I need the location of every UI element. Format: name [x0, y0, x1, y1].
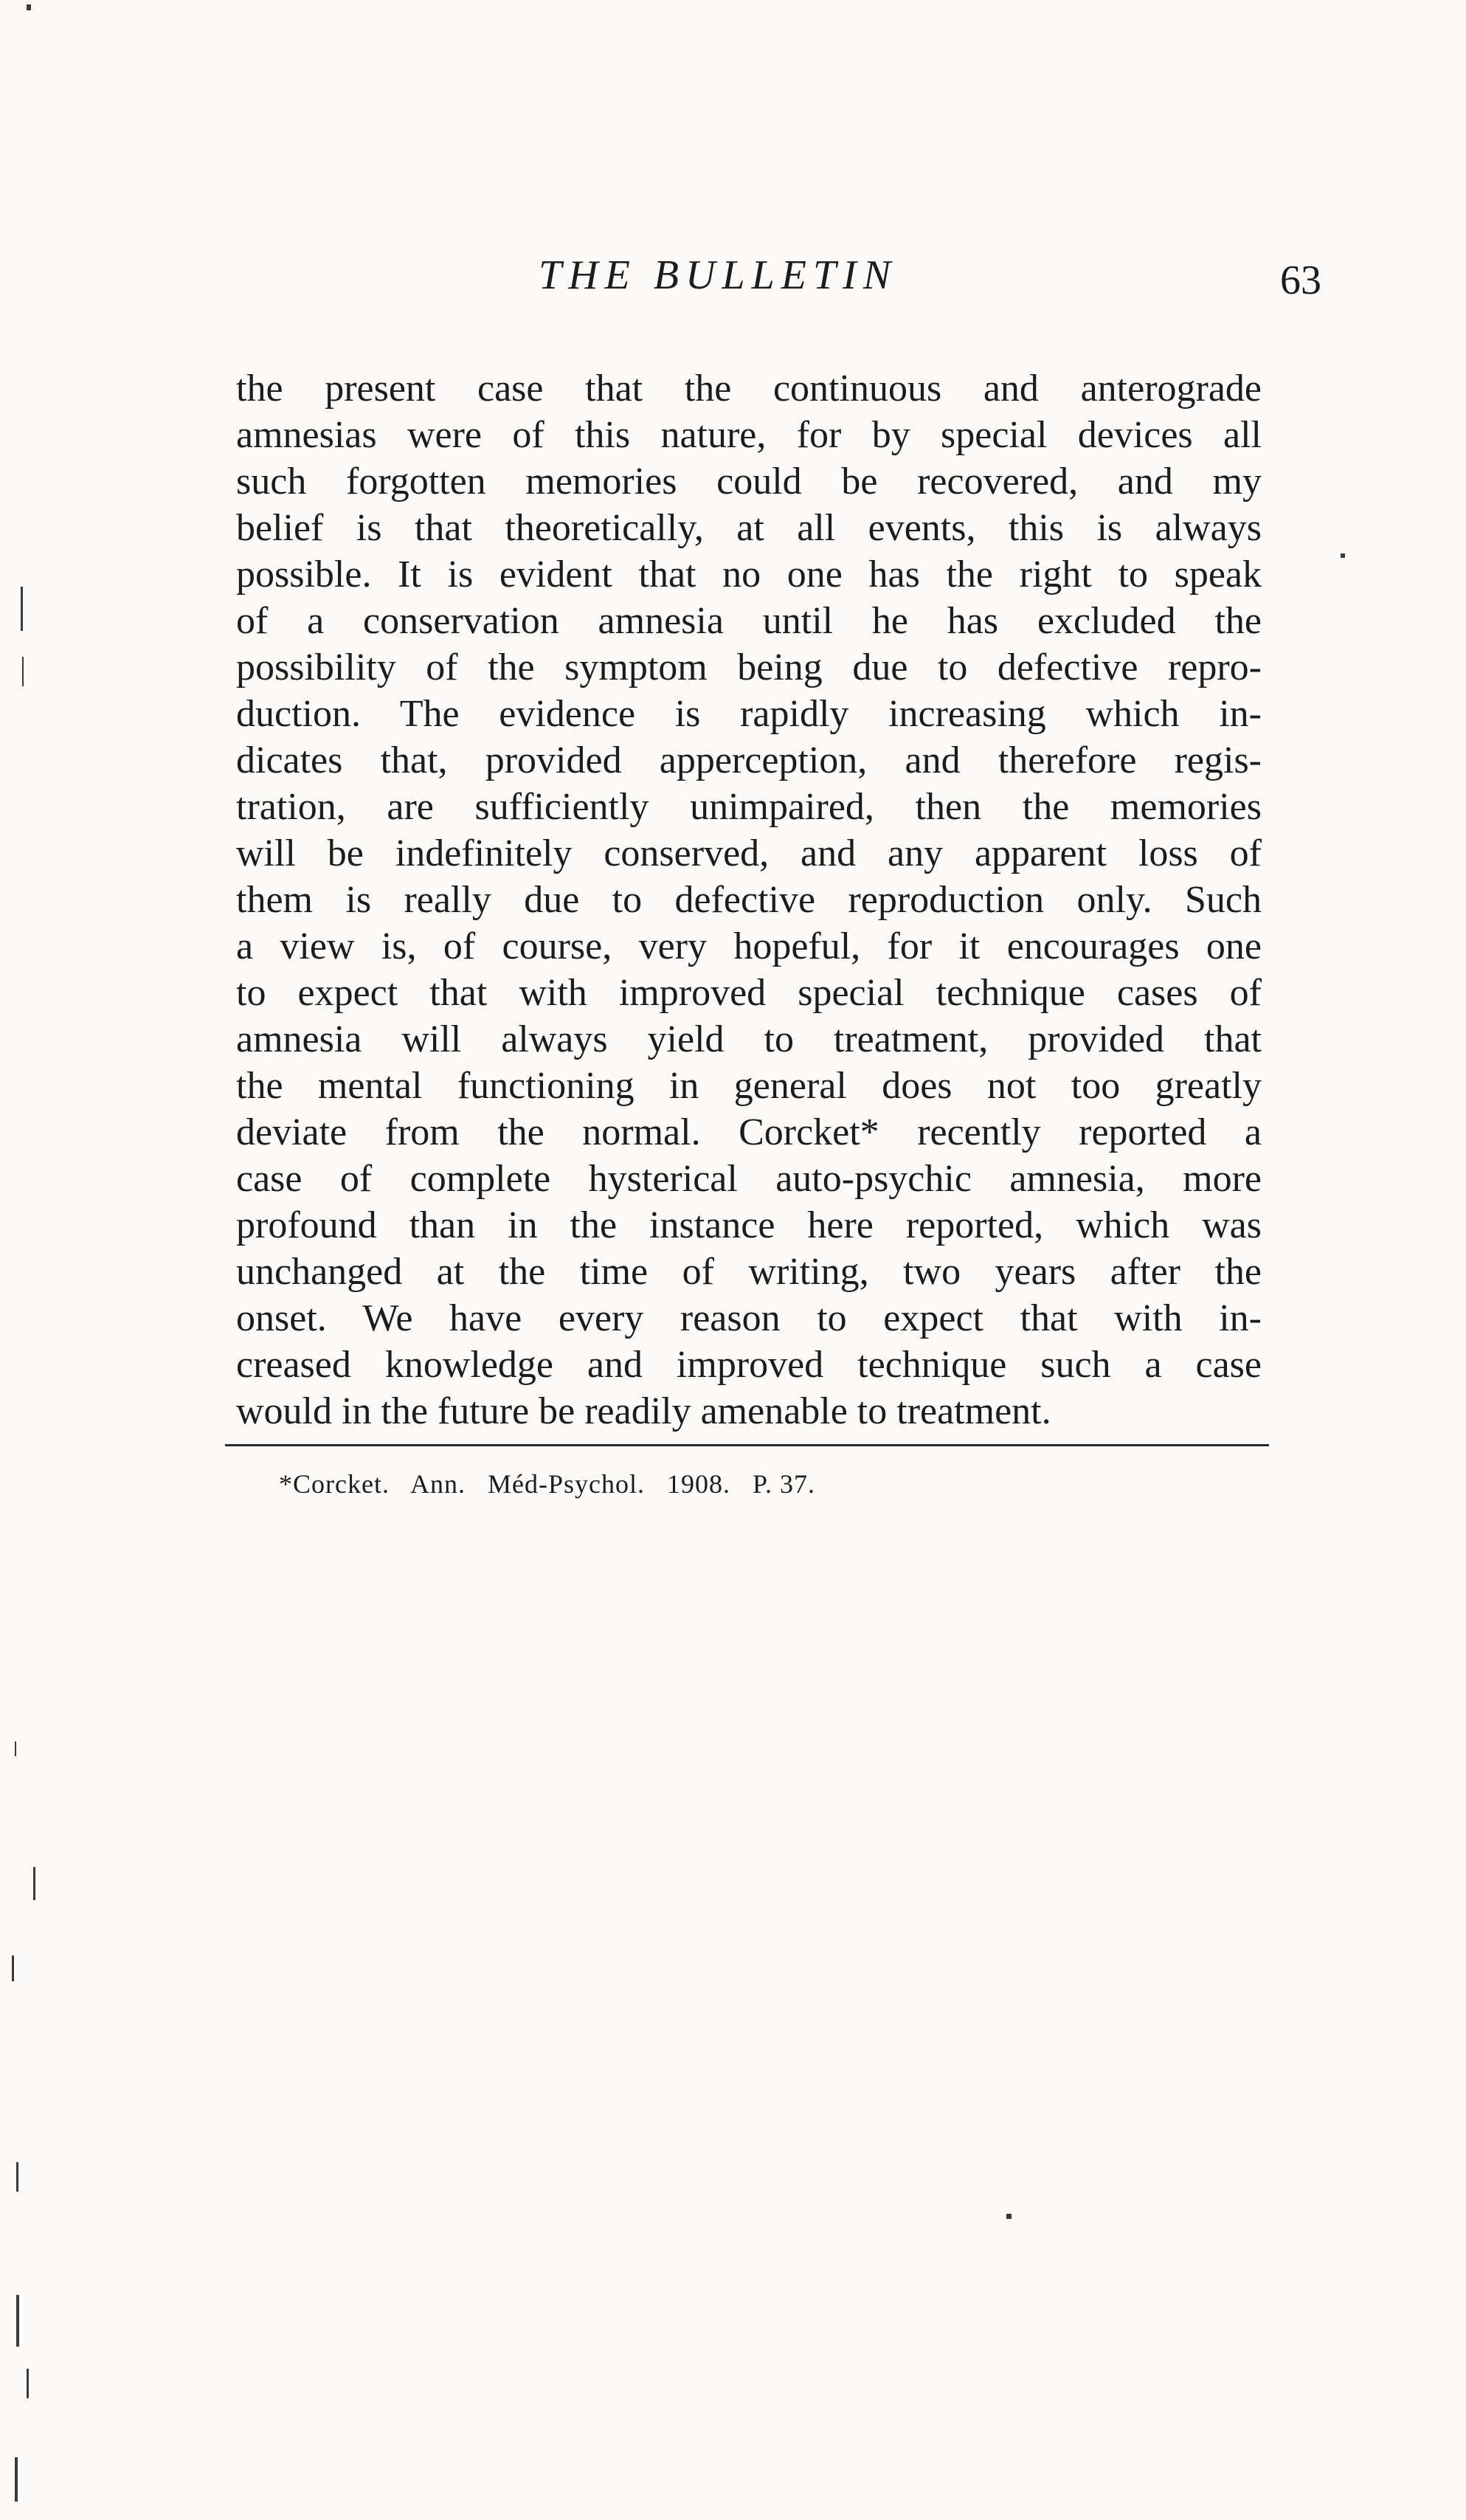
text-line: amnesias were of this nature, for by special devices all [236, 414, 1262, 456]
scan-speck [12, 1955, 14, 1981]
text-line: such forgotten memories could be recovered, and my [236, 460, 1262, 503]
scan-speck [27, 4, 31, 10]
text-line: would in the future be readily amenable to treatment. [236, 1390, 1051, 1432]
scan-speck [15, 1741, 16, 1756]
text-line: creased knowledge and improved technique such a case [236, 1344, 1262, 1386]
scan-speck [1341, 553, 1345, 558]
scan-speck [27, 2369, 29, 2398]
text-line: case of complete hysterical auto-psychic amnesia, more [236, 1158, 1262, 1200]
scan-speck [1006, 2214, 1012, 2219]
text-line: the present case that the continuous and anterograde [236, 367, 1262, 410]
text-line: of a conservation amnesia until he has excluded the [236, 600, 1262, 642]
text-line: tration, are sufficiently unimpaired, then the memories [236, 786, 1262, 828]
footnote-divider [225, 1444, 1269, 1446]
scan-speck [16, 2295, 19, 2347]
page-number: 63 [1280, 258, 1321, 303]
scan-speck [33, 1867, 35, 1900]
text-line: the mental functioning in general does not too greatly [236, 1065, 1262, 1107]
text-line: onset. We have every reason to expect that with in- [236, 1297, 1262, 1339]
text-line: amnesia will always yield to treatment, provided that [236, 1018, 1262, 1060]
text-line: possible. It is evident that no one has the right to speak [236, 553, 1262, 596]
scan-speck [22, 657, 24, 686]
scan-speck [16, 2162, 18, 2192]
body-paragraph [236, 365, 1262, 1435]
text-line: profound than in the instance here reported, which was [236, 1204, 1262, 1246]
text-line: deviate from the normal. Corcket* recently reported a [236, 1111, 1262, 1153]
running-head: THE BULLETIN [539, 252, 898, 298]
text-line: belief is that theoretically, at all events, this is always [236, 507, 1262, 549]
text-line: will be indefinitely conserved, and any apparent loss of [236, 832, 1262, 874]
scan-speck [21, 587, 23, 631]
text-line: duction. The evidence is rapidly increasing which in- [236, 693, 1262, 735]
text-line: them is really due to defective reproduction only. Such [236, 879, 1262, 921]
text-line: unchanged at the time of writing, two years after the [236, 1251, 1262, 1293]
text-line: a view is, of course, very hopeful, for it encourages one [236, 925, 1262, 967]
footnote: *Corcket. Ann. Méd-Psychol. 1908. P. 37. [279, 1469, 815, 1499]
text-line: possibility of the symptom being due to defective repro- [236, 646, 1262, 688]
scan-speck [15, 2457, 18, 2502]
text-line: to expect that with improved special technique cases of [236, 972, 1262, 1014]
text-line: dicates that, provided apperception, and therefore regis- [236, 739, 1262, 781]
